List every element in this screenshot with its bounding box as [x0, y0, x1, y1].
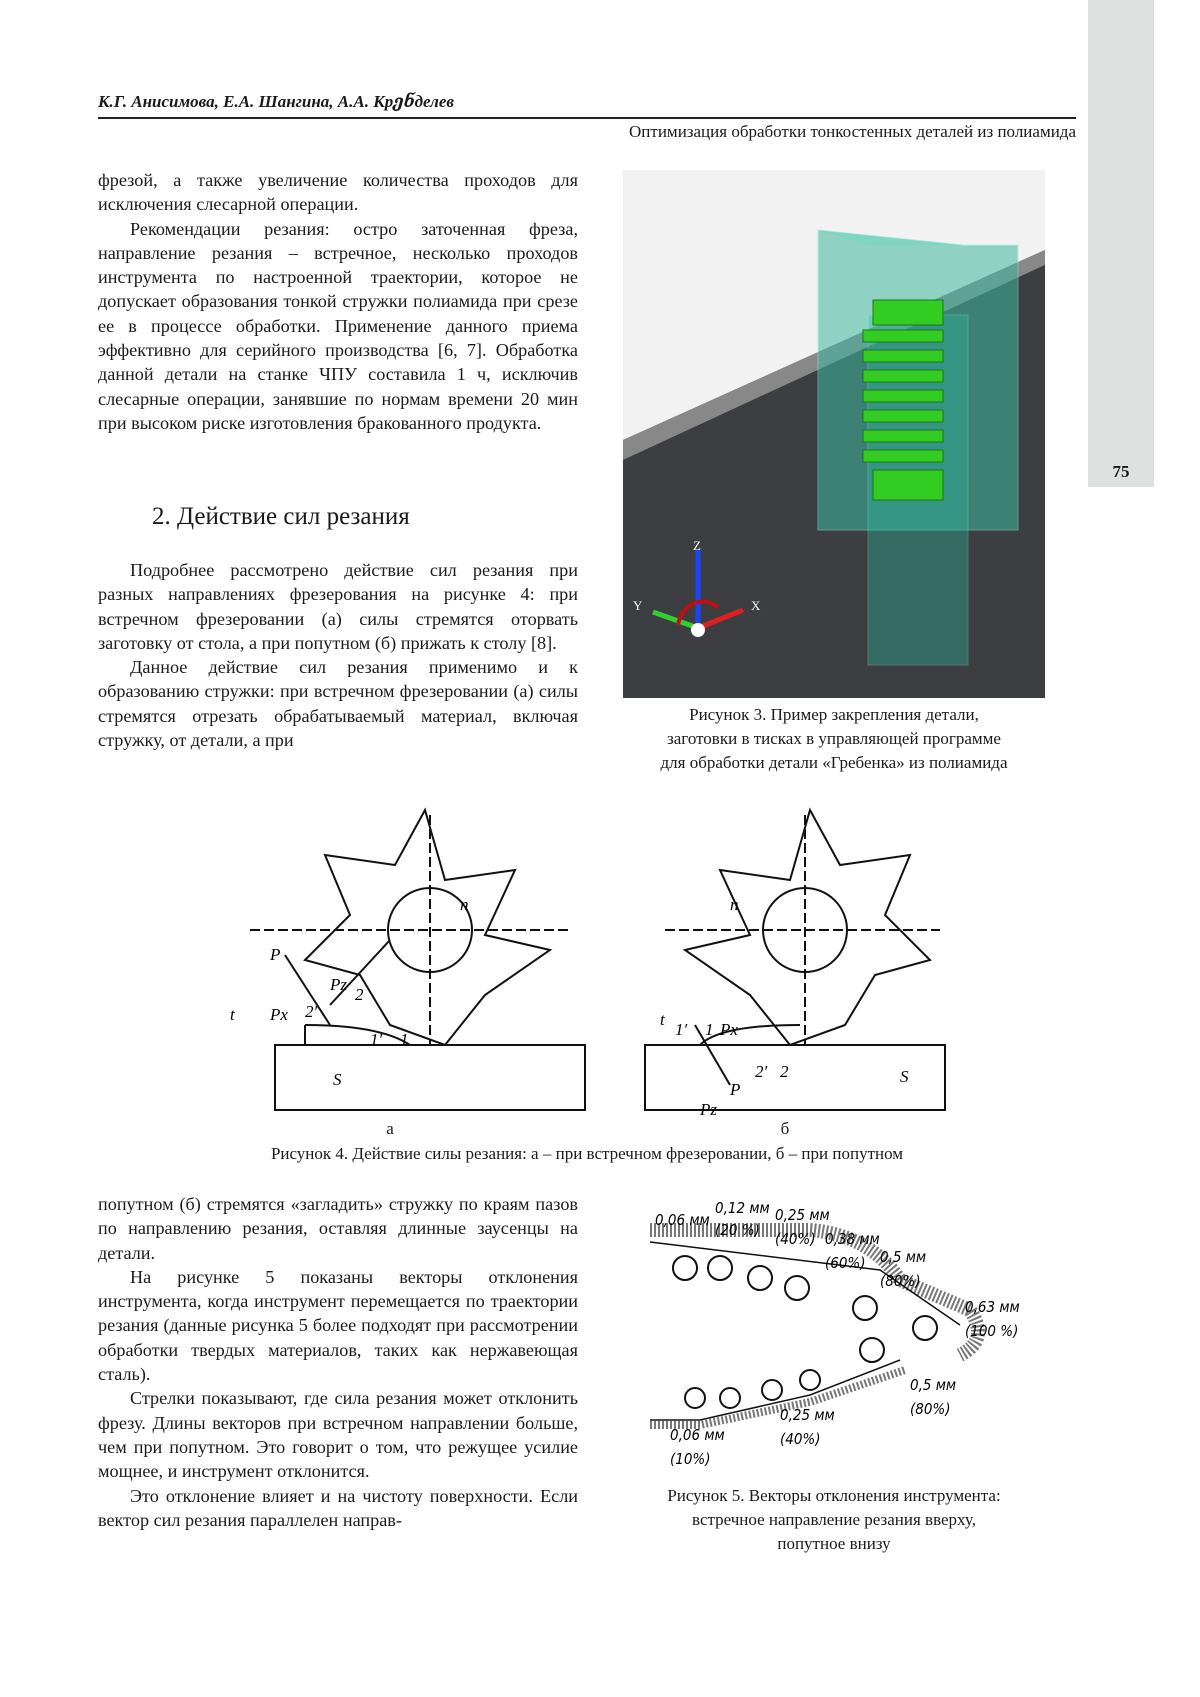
- paragraph: Это отклонение влияет и на чистоту поверхности. Если вектор сил резания параллелен направ-: [98, 1485, 578, 1530]
- figure-4a-label: а: [386, 1119, 394, 1138]
- svg-text:S: S: [333, 1070, 342, 1089]
- figure-4-caption: Рисунок 4. Действие силы резания: а – при встречном фрезеровании, б – при попутном: [270, 1144, 904, 1163]
- svg-text:P: P: [730, 1080, 741, 1099]
- svg-text:0,5 мм: 0,5 мм: [910, 1376, 957, 1394]
- svg-text:Px: Px: [270, 1005, 288, 1024]
- text-block-3: [98, 1192, 578, 1532]
- svg-text:0,12 мм: 0,12 мм: [715, 1199, 770, 1217]
- svg-text:2: 2: [355, 985, 364, 1004]
- svg-text:Px: Px: [720, 1020, 738, 1039]
- svg-text:t: t: [660, 1010, 665, 1029]
- svg-text:P: P: [270, 945, 281, 964]
- svg-text:(20 %): (20 %): [715, 1221, 760, 1239]
- svg-text:Y: Y: [633, 598, 643, 613]
- figure-3-cad-view: [623, 170, 1045, 698]
- paragraph: Данное действие сил резания применимо и к образованию стружки: при встречном фрезеровании (а) силы стремятся отрезать обрабатываемый материал, включая стружку, от детали, а при: [98, 657, 578, 751]
- figure-5-caption: Рисунок 5. Векторы отклонения инструмента: встречное направление резания вверху, попутное внизу: [667, 1486, 1001, 1553]
- svg-text:Pz: Pz: [330, 975, 347, 994]
- paragraph: попутном (б) стремятся «загладить» стружку по краям пазов по направлению резания, оставляя длинные заусенцы на детали.: [98, 1194, 578, 1263]
- svg-text:X: X: [751, 598, 761, 613]
- text-block-1: [98, 168, 578, 435]
- figure-5-deflection-vectors: [640, 1180, 1050, 1480]
- svg-text:(80%): (80%): [910, 1400, 951, 1418]
- svg-text:0,38 мм: 0,38 мм: [825, 1230, 880, 1248]
- svg-text:0,25 мм: 0,25 мм: [775, 1206, 830, 1224]
- svg-text:1′: 1′: [370, 1030, 383, 1049]
- svg-text:S: S: [900, 1067, 909, 1086]
- svg-text:(40%): (40%): [775, 1230, 816, 1248]
- paragraph: фрезой, а также увеличение количества проходов для исключения слесарной операции.: [98, 170, 578, 215]
- svg-text:0,06 мм: 0,06 мм: [655, 1211, 710, 1229]
- svg-text:n: n: [460, 895, 469, 914]
- svg-text:(100 %): (100 %): [965, 1322, 1019, 1340]
- header-rule: [98, 117, 1076, 119]
- figure-4-milling-diagram: [230, 795, 950, 1125]
- svg-text:1: 1: [705, 1020, 714, 1039]
- svg-text:(80%): (80%): [880, 1272, 921, 1290]
- svg-text:1′: 1′: [675, 1020, 688, 1039]
- svg-text:2′: 2′: [305, 1002, 318, 1021]
- svg-text:0,06 мм: 0,06 мм: [670, 1426, 725, 1444]
- paragraph: На рисунке 5 показаны векторы отклонения инструмента, когда инструмент перемещается по траектории резания (данные рисунка 5 более подходят при рассмотрении обработки твердых материалов, таких как нержавеющая сталь).: [98, 1266, 578, 1385]
- page-number: 75: [1112, 462, 1130, 481]
- paragraph: Стрелки показывают, где сила резания может отклонить фрезу. Длины векторов при встречном направлении больше, чем при попутном. Это говорит о том, что режущее усилие мощнее, и инструмент отклонится.: [98, 1388, 578, 1482]
- svg-text:0,63 мм: 0,63 мм: [965, 1298, 1020, 1316]
- text-block-2: [98, 558, 578, 752]
- svg-text:t: t: [230, 1005, 235, 1024]
- svg-text:(60%): (60%): [825, 1254, 866, 1272]
- figure-3-caption: Рисунок 3. Пример закрепления детали, заготовки в тисках в управляющей программе для обработки детали «Гребенка» из полиамида: [660, 705, 1008, 772]
- svg-text:(40%): (40%): [780, 1430, 821, 1448]
- svg-text:(10%): (10%): [670, 1450, 711, 1468]
- svg-text:1: 1: [400, 1030, 409, 1049]
- section-title: 2. Действие сил резания: [152, 503, 410, 530]
- svg-text:n: n: [730, 895, 739, 914]
- svg-text:Z: Z: [693, 538, 701, 553]
- authors: К.Г. Анисимова, Е.А. Шангина, А.А. Крენделев: [98, 92, 455, 111]
- svg-text:0,5 мм: 0,5 мм: [880, 1248, 927, 1266]
- paragraph: Рекомендации резания: остро заточенная фреза, направление резания – встречное, несколько проходов инструмента по настроенной траектории, которое не допускает образования тонкой стружки полиамида при срезе ее в процессе обработки. Применение данного приема эффективно для серийного производства [6, 7]. Обработка данной детали на станке ЧПУ составила 1 ч, исключив слесарные операции, занявшие по нормам времени 20 мин при высоком риске изготовления бракованного продукта.: [98, 218, 578, 433]
- paragraph: Подробнее рассмотрено действие сил резания при разных направлениях фрезерования на рисунке 4: при встречном фрезеровании (а) силы стремятся оторвать заготовку от стола, а при попутном (б) прижать к столу [8].: [98, 560, 578, 653]
- svg-text:Pz: Pz: [700, 1100, 717, 1119]
- margin-strip: [1088, 0, 1154, 487]
- svg-text:2′: 2′: [755, 1062, 768, 1081]
- svg-text:0,25 мм: 0,25 мм: [780, 1406, 835, 1424]
- running-title: Оптимизация обработки тонкостенных деталей из полиамида: [629, 122, 1076, 141]
- figure-4b-label: б: [780, 1119, 790, 1138]
- svg-text:2: 2: [780, 1062, 789, 1081]
